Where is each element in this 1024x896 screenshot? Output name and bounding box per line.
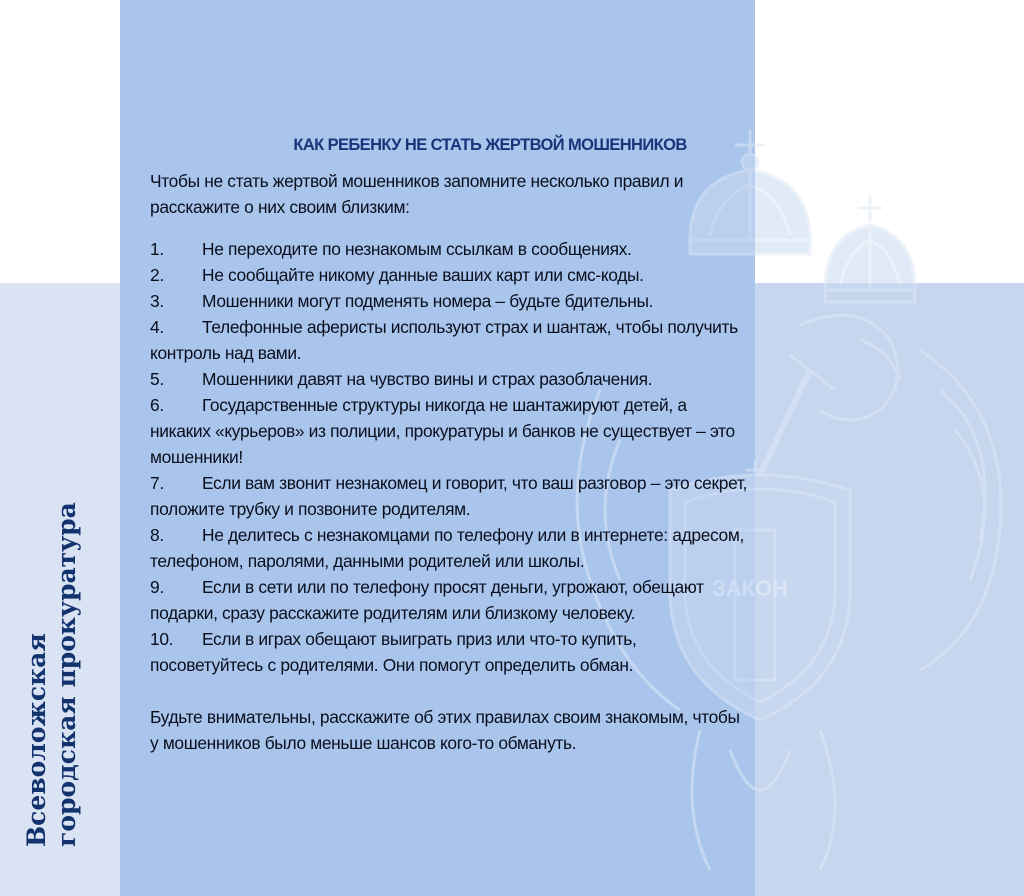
list-item (150, 470, 750, 522)
content (150, 132, 750, 756)
rules-list (150, 236, 750, 678)
list-item-number: 8. (150, 525, 164, 545)
list-item (150, 288, 750, 314)
list-item-text: Если вам звонит незнакомец и говорит, что ваш разговор – это секрет, положите трубку и позвоните родителям. (150, 473, 748, 519)
intro-paragraph: Чтобы не стать жертвой мошенников запомните несколько правил и расскажите о них своим близким: (150, 171, 684, 217)
side-title (22, 287, 82, 847)
list-item-text: Государственные структуры никогда не шантажируют детей, а никаких «курьеров» из полиции, прокуратуры и банков не существует – это мошенники! (150, 395, 735, 467)
list-item (150, 574, 750, 626)
list-item-number: 3. (150, 291, 164, 311)
list-item (150, 314, 750, 366)
side-title-line-2: городская прокуратура (52, 502, 81, 847)
list-item-number: 4. (150, 317, 164, 337)
list-item (150, 392, 750, 470)
list-item-number: 9. (150, 577, 164, 597)
list-item-text: Если в играх обещают выиграть приз или что-то купить, посоветуйтесь с родителями. Они помогут определить обман. (150, 629, 637, 675)
list-item (150, 366, 750, 392)
list-item (150, 236, 750, 262)
list-item-text: Не сообщайте никому данные ваших карт или смс-коды. (202, 265, 644, 285)
list-item-number: 2. (150, 265, 164, 285)
list-item (150, 262, 750, 288)
list-item-text: Не делитесь с незнакомцами по телефону или в интернете: адресом, телефоном, паролями, данными родителей или школы. (150, 525, 744, 571)
outro-paragraph: Будьте внимательны, расскажите об этих правилах своим знакомым, чтобы у мошенников было меньше шансов кого-то обмануть. (150, 707, 740, 753)
list-item-text: Мошенники могут подменять номера – будьте бдительны. (202, 291, 654, 311)
page-title: КАК РЕБЕНКУ НЕ СТАТЬ ЖЕРТВОЙ МОШЕННИКОВ (293, 136, 687, 154)
list-item-number: 5. (150, 369, 164, 389)
list-item-number: 7. (150, 473, 164, 493)
list-item (150, 522, 750, 574)
list-item (150, 626, 750, 678)
side-title-line-1: Всеволожская (22, 633, 51, 847)
emblem-shield-text: ЗАКОН (711, 576, 789, 601)
list-item-number: 6. (150, 395, 164, 415)
list-item-number: 1. (150, 239, 164, 259)
list-item-number: 10. (150, 629, 174, 649)
list-item-text: Не переходите по незнакомым ссылкам в сообщениях. (202, 239, 632, 259)
list-item-text: Мошенники давят на чувство вины и страх разоблачения. (202, 369, 653, 389)
list-item-text: Если в сети или по телефону просят деньги, угрожают, обещают подарки, сразу расскажите родителям или близкому человеку. (150, 577, 704, 623)
list-item-text: Телефонные аферисты используют страх и шантаж, чтобы получить контроль над вами. (150, 317, 738, 363)
